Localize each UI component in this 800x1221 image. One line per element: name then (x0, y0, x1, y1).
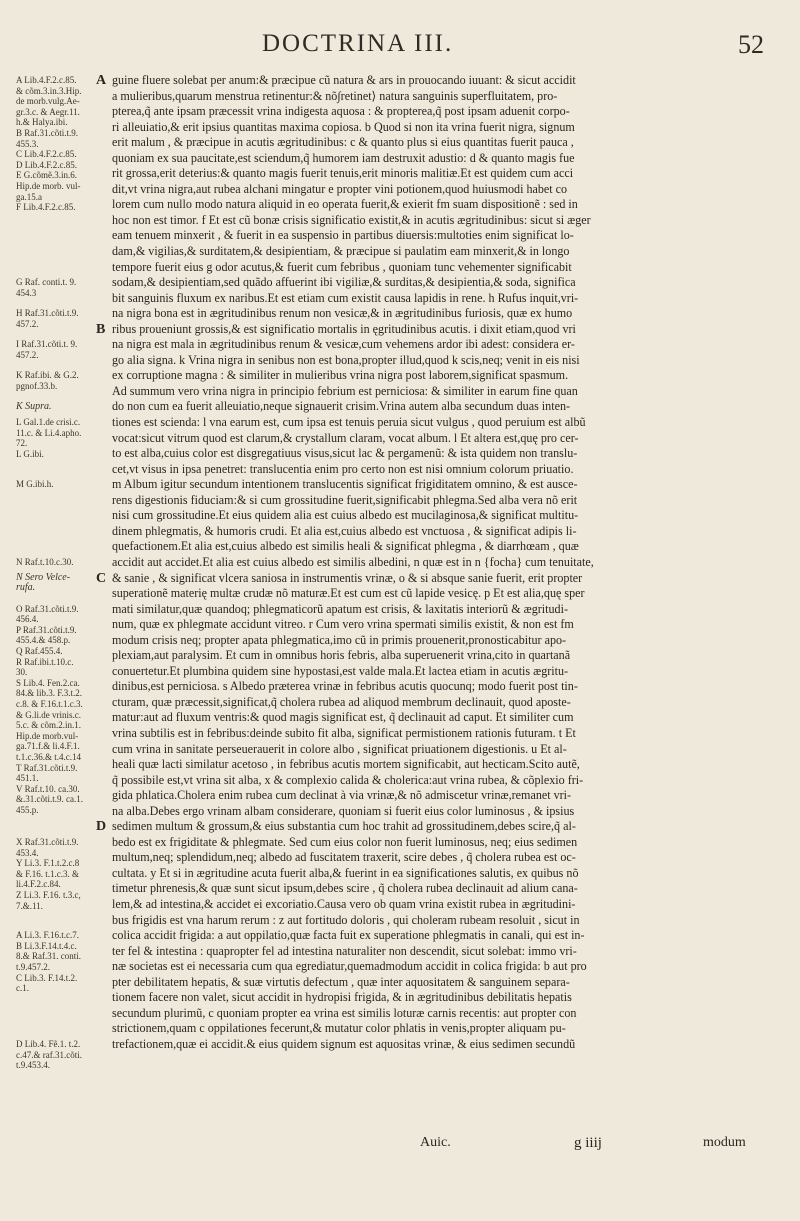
text-line (96, 275, 786, 291)
text-line (96, 586, 786, 602)
line-text: dinem phlegmatis, & humoris crudi. Et alia est,cuius albedo est vnctuosa , & significat adipis li- (112, 523, 577, 538)
page-footer (0, 1135, 800, 1155)
text-line (96, 944, 786, 960)
margin-note: M G.ibi.h. (16, 479, 54, 490)
text-line (96, 664, 786, 680)
margin-note: A Lib.4.F.2.c.85. & cõm.3.in.3.Hip. de morb.vulg.Ae- gr.3.c. & Aegr.11. h.& Halya.ibi. B Raf.31.cõti.t.9. 455.3. C Lib.4.F.2.c.85. D Lib.4.F.2.c.85. E G.cõmẽ.3.in.6. Hip.de morb. vul- ga.15.a F Lib.4.F.2.c.85. (16, 75, 82, 213)
text-line (96, 710, 786, 726)
catchword-right: modum (703, 1135, 746, 1150)
text-line (96, 104, 786, 120)
text-line (96, 368, 786, 384)
text-line (96, 135, 786, 151)
line-text: heali quæ lacti similatur acetoso , in febribus acutis mortem significabit, aut hecticam.Scito autẽ, (112, 757, 580, 772)
line-text: a mulieribus,quarum menstrua retinentur:& nõ∫retinet⟩ natura sanguinis superfluitatem, pro- (112, 88, 558, 103)
line-text: pter debilitatem hepatis, & suæ virtutis defectum , quæ inter aquositatem & sanguinem separa- (112, 974, 570, 989)
line-text: sedimen multum & grossum,& eius substantia cum hoc trahit ad grossitudinem,debes scire,q̃ al- (112, 819, 576, 834)
text-line (96, 757, 786, 773)
text-line (96, 260, 786, 276)
margin-note: K Supra. (16, 400, 52, 412)
line-text: bus frigidis est vna harum rerum : z aut fortitudo doloris , qui choleram rubeam resoluit , sicut in (112, 912, 580, 927)
line-text: secundum plurimũ, c quoniam propter ea vrina est similis loturæ carnis recentis: aut propter con (112, 1005, 577, 1020)
text-line (96, 881, 786, 897)
text-line (96, 648, 786, 664)
line-text: multum,neq; splendidum,neq; albedo ad fuscitatem traxerit, scire debes , q̃ cholera rubea est oc- (112, 850, 576, 865)
line-text: bit sanguinis fluxum ex naribus.Et est etiam cum existit causa lapidis in rene. h Rufus inquit,vri- (112, 290, 579, 305)
line-text: hoc non est timor. f Et est cũ bonæ crisis significatio existit,& in acutis ægritudinibus: sicut si æger (112, 212, 591, 227)
line-text: dam,& vigilias,& surditatem,& desipientiam, & præcipue si paulatim eam minxerit,& in longo (112, 244, 570, 259)
line-text: tiones est scienda: l vna earum est, cum ipsa est tenuis peruia sicut vulgus , quod peruium est albũ (112, 415, 586, 430)
text-line (96, 742, 786, 758)
text-line (96, 493, 786, 509)
text-line (96, 539, 786, 555)
margin-note: G Raf. conti.t. 9. 454.3 (16, 277, 77, 298)
text-line (96, 788, 786, 804)
line-text: cum vrina in sanitate perseuerauerit in colore albo , significat priuationem digestionis. u Et al- (112, 741, 567, 756)
line-text: erit malum , & præcipue in acutis ægritudinibus: c & quanto plus si eius quantitas fuerit pauca , (112, 135, 574, 150)
text-line (96, 182, 786, 198)
line-text: eam tenuem minxerit , & fuerit in ea suspensio in partibus diuersis:multoties enim significat lo- (112, 228, 574, 243)
text-line (96, 89, 786, 105)
margin-note: L Gal.1.de crisi.c. 11.c. & Li.4.apho. 72. L G.ibi. (16, 417, 82, 459)
line-text: bedo est ex frigiditate & phlegmate. Sed cum eius color non fuerit luminosus, neq; eius sedimen (112, 834, 578, 849)
line-text: tempore fuerit eius g odor acutus,& fuerit cum febribus , quoniam tunc vehementer significabit (112, 259, 572, 274)
text-line (96, 291, 786, 307)
text-line (96, 73, 786, 89)
text-line (96, 353, 786, 369)
main-text (96, 73, 786, 1052)
line-text: gida phlatica.Cholera enim rubea cum declinat à via vrinæ,& nõ admiscetur vrinæ,remanet vri- (112, 788, 572, 803)
line-text: lem,& ad intestina,& accidet ei excoriatio.Causa vero ob quam vrina existit rubea in ægritudini- (112, 896, 576, 911)
text-line (96, 959, 786, 975)
section-letter: D (96, 819, 107, 835)
margin-note: A Li.3. F.16.t.c.7. B Li.3.F.14.t.4.c. 8.& Raf.31. conti. t.9.457.2. C Lib.3. F.14.t.2. c.1. (16, 930, 81, 994)
line-text: na nigra est mala in ægritudinibus renum & vesicæ,cum vehemens ardor ibi adest: considera er- (112, 337, 575, 352)
text-line (96, 462, 786, 478)
line-text: guine fluere solebat per anum:& præcipue cũ natura & ars in prouocando iuuant: & sicut accidit (112, 73, 576, 87)
margin-notes (16, 75, 96, 1075)
text-line (96, 555, 786, 571)
text-line (96, 695, 786, 711)
margin-note: H Raf.31.cõti.t.9. 457.2. (16, 308, 79, 329)
margin-note: O Raf.31.cõti.t.9. 456.4. P Raf.31.cõti.t.9. 455.4.& 458.p. Q Raf.455.4. R Raf.ibi.t.10.c. 30. S Lib.4. Fen.2.ca. 84.& lib.3. F.3.t.2. c.8. & F.16.t.1.c.3. & G.li.de vrinis.c. 5.c. & cõm.2.in.1. Hip.de morb.vul- ga.71.f.& li.4.F.1. t.1.c.36.& t.4.c.14 T Raf.31.cõti.t.9. 451.1. V Raf.t.10. ca.30. &.31.cõti.t.9. ca.1. 455.p. (16, 603, 83, 815)
section-letter: B (96, 321, 106, 337)
text-line (96, 524, 786, 540)
text-line (96, 322, 786, 338)
text-line (96, 804, 786, 820)
line-text: ribus proueniunt grossis,& est significatio mortalis in ęgritudinibus acutis. i dixit etiam,quod vri (112, 321, 576, 336)
running-title: DOCTRINA III. (262, 30, 454, 57)
text-line (96, 897, 786, 913)
text-line (96, 850, 786, 866)
line-text: na alba.Debes ergo vrinam albam considerare, quoniam si fuerit eius color luminosus , & ipsius (112, 803, 575, 818)
text-line (96, 337, 786, 353)
line-text: na nigra bona est in ægritudinibus renum non vesicæ,& in ægritudinibus furiosis, quæ ex humo (112, 306, 573, 321)
line-text: tionem facere non valet, sicut accidit in hydropisi frigida, & in ægritudinibus debilitatis hepatis (112, 990, 572, 1005)
text-line (96, 819, 786, 835)
text-line (96, 166, 786, 182)
line-text: trefactionem,quæ ei accidit.& eius quidem signum est aquositas vrinæ, & eius sedimen secundũ (112, 1036, 576, 1051)
line-text: go alia signa. k Vrina nigra in senibus non est bona,propter illud,quod k scis,neq; venit in eis nisi (112, 352, 580, 367)
text-line (96, 384, 786, 400)
line-text: m Album igitur secundum intentionem translucentis significat frigiditatem omnino, & est ausce- (112, 477, 578, 492)
text-line (96, 446, 786, 462)
margin-note: N Raf.t.10.c.30. (16, 557, 74, 568)
line-text: matur:aut ad fluxum ventris:& quod magis significat est, q̃ declinauit ad caput. Et similiter cum (112, 710, 574, 725)
line-text: timetur phrenesis,& quæ sunt sicut ipsum,debes scire , q̃ cholera rubea declinauit ad alium cana- (112, 881, 578, 896)
text-line (96, 773, 786, 789)
text-line (96, 990, 786, 1006)
margin-note: K Raf.ibi. & G.2. pgnof.33.b. (16, 370, 79, 392)
line-text: rens digestionis fiduciam:& si cum grossitudine fuerit,significabit phlegma.Sed alba vera nõ erit (112, 492, 578, 507)
line-text: colica accidit frigida: a aut oppilatio,quæ facta fuit ex superatione phlegmatis in canali, qui est in- (112, 928, 585, 943)
line-text: quoniam ex sua paucitate,est sciendum,q̃ humorem iam destruxit adustio: d & quanto magis fue (112, 150, 575, 165)
text-line (96, 244, 786, 260)
text-line (96, 399, 786, 415)
line-text: strictionem,quam c oppilationes fecerunt,& mutatur color phlatis in venis,propter aliquam pu- (112, 1021, 566, 1036)
line-text: sodam,& desipientiam,sed quãdo affuerint ibi vigiliæ,& surditas,& desipientia,& soda, significa (112, 275, 576, 290)
text-line (96, 726, 786, 742)
text-line (96, 835, 786, 851)
line-text: superationẽ materię multæ crudæ nõ maturæ.Et est cum est cũ lapide vesicę. p Et est alia,quę sper (112, 586, 585, 601)
line-text: plexiam,aut paralysim. Et cum in omnibus horis febris, alba superuenerit vrina,cito in quartanã (112, 648, 571, 663)
signature-mark: g iiij (574, 1135, 602, 1151)
margin-note: I Raf.31.cõti.t. 9. 457.2. (16, 339, 78, 360)
line-text: nisi cum grossitudine.Et eius quidem alia est cuius albedo est mucilaginosa,& significat multitu- (112, 508, 579, 523)
text-line (96, 213, 786, 229)
line-text: vrina subtilis est in febribus:deinde subito fit alba, significat permistionem rationis futuram. t Et (112, 725, 576, 740)
line-text: ter fel & intestina : quapropter fel ad intestina naturaliter non descendit, sicut solebat: immo vri- (112, 943, 577, 958)
text-line (96, 477, 786, 493)
text-line (96, 913, 786, 929)
text-line (96, 431, 786, 447)
section-letter: C (96, 570, 107, 586)
text-line (96, 197, 786, 213)
text-line (96, 1021, 786, 1037)
line-text: cultata. y Et si in ægritudine acuta fuerit alba,& fuerint in ea significationes salutis, ex quibus nõ (112, 865, 579, 880)
text-line (96, 602, 786, 618)
line-text: dinibus,est perniciosa. s Albedo præterea vrinæ in febribus acutis quocunq; modo fuerit post tin- (112, 679, 578, 694)
text-line (96, 975, 786, 991)
line-text: q̃ possibile est,vt vrina sit alba, x & complexio calida & cholerica:aut vrina rubea, & cõplexio fri- (112, 772, 584, 787)
line-text: accidit aut accidet.Et alia est cuius albedo est similis albedini, n quæ est in n {focha} cum tenuitate, (112, 554, 594, 569)
margin-note: X Raf.31.cõti.t.9. 453.4. Y Li.3. F.1.t.2.c.8 & F.16. t.1.c.3. & li.4.F.2.c.84. Z Li.3. F.16. t.3.c, 7.&.11. (16, 836, 81, 911)
line-text: modum crisis neq; propter apata phlegmatica,imo cũ in primis prouenerit,pronosticabitur apo- (112, 632, 567, 647)
line-text: cet,vt visus in ipsa penetret: translucentia enim pro certo non est nisi omnium colorum priuatio. (112, 461, 574, 476)
text-line (96, 1037, 786, 1053)
text-line (96, 866, 786, 882)
text-line (96, 306, 786, 322)
margin-note: D Lib.4. Fẽ.1. t.2. c.47.& raf.31.cõti. t.9.453.4. (16, 1039, 82, 1071)
line-text: næ societas est ei necessaria cum qua egrediatur,quemadmodum accidit in colica frigida: b aut pro (112, 959, 587, 974)
line-text: mati similatur,quæ quandoq; phlegmaticorũ apatum est crisis, & laxitatis interiorũ & ægritudi- (112, 601, 568, 616)
line-text: Ad summum vero vrina nigra in principio febrium est perniciosa: & similiter in earum fine quan (112, 383, 578, 398)
margin-note: N Sero Velce- rufa. (16, 571, 71, 594)
line-text: cturam, quæ præcessit,significat,q̃ cholera rubea ad aliquod membrum declinauit, quod aposte- (112, 694, 571, 709)
line-text: rit grossa,erit deterius:& quanto magis fuerit tenuis,erit minoris malitiæ.Et est quidem cum acci (112, 166, 574, 181)
text-line (96, 228, 786, 244)
line-text: to est alba,cuius color est disgregatiuus visus,sicut lac & pergamenũ: & ista quidem non translu- (112, 446, 578, 461)
line-text: vocat:sicut vitrum quod est clarum,& crystallum claram, vocat album. l Et altera est,quę pro cer- (112, 430, 579, 445)
line-text: ex corruptione magna : & similiter in mulieribus vrina nigra post laborem,significat spasmum. (112, 368, 569, 383)
line-text: pterea,q̃ ante ipsam præcessit vrina indigesta aquosa : & propterea,q̃ post ipsam aduenit corpo- (112, 104, 570, 119)
folio-number: 52 (738, 30, 764, 59)
page-header (0, 30, 800, 64)
line-text: quefactionem.Et alia est,cuius albedo est similis heali & significat phlegma , & diarrhœam , quæ (112, 539, 579, 554)
line-text: & sanie , & significat vlcera saniosa in instrumentis vrinæ, o & si absque sanie fuerit, erit propter (112, 570, 583, 585)
line-text: do non cum ea fuerit alleuiatio,neque signauerit crisim.Vrina autem alba secundum duas inten- (112, 399, 571, 414)
line-text: num, quæ ex phlegmate accidunt vitreo. r Cum vero vrina spermati similis existit, & non est fm (112, 617, 574, 632)
line-text: lorem cum nullo modo natura aliquid in eo operata fuerit,& exierit fm suam dispositionẽ : sed in (112, 197, 578, 212)
line-text: conuertetur.Et plumbina quidem sine hypostasi,est valde mala.Et lactea etiam in acutis ægritu- (112, 663, 569, 678)
text-line (96, 120, 786, 136)
text-line (96, 508, 786, 524)
text-line (96, 617, 786, 633)
section-letter: A (96, 73, 107, 88)
text-line (96, 571, 786, 587)
text-line (96, 928, 786, 944)
line-text: dit,vt vrina nigra,aut rubea alchani mingatur e propter vini potionem,quod huiusmodi habet co (112, 181, 568, 196)
catchword-left: Auic. (420, 1135, 451, 1150)
line-text: ri alleuiatio,& erit ipsius quantitas maxima copiosa. b Quod si non ita vrina fuerit nigra, signum (112, 119, 575, 134)
text-line (96, 633, 786, 649)
text-line (96, 679, 786, 695)
text-line (96, 415, 786, 431)
text-line (96, 1006, 786, 1022)
text-line (96, 151, 786, 167)
